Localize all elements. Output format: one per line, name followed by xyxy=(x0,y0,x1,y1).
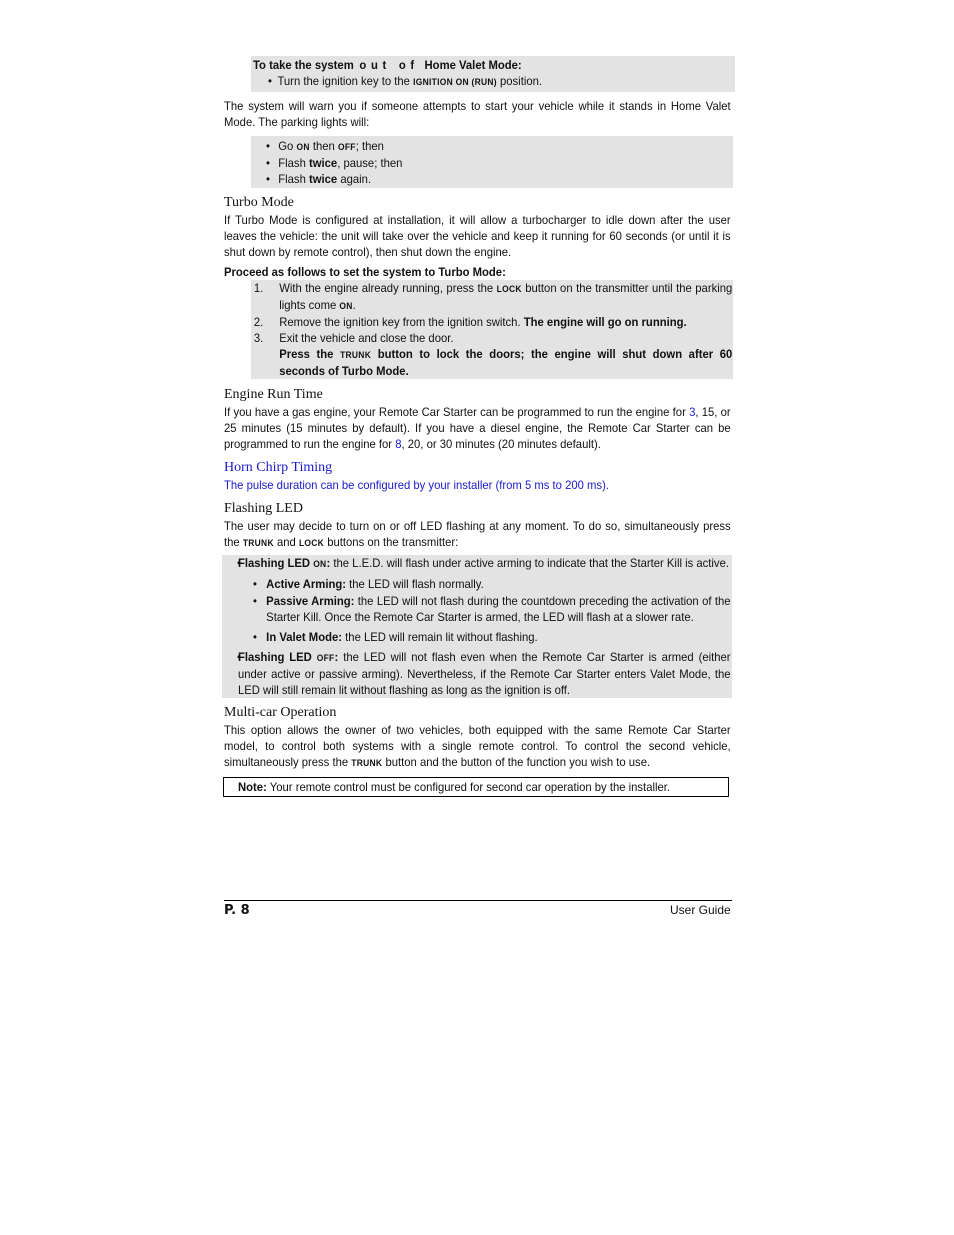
turbo-steps-box xyxy=(251,280,733,379)
list-item: • Flash twice, pause; then xyxy=(251,155,726,171)
warn-list xyxy=(251,138,726,187)
list-item: • Active Arming: the LED will flash normally. xyxy=(238,576,731,592)
valet-exit-title: To take the system out of Home Valet Mode: xyxy=(253,58,522,72)
flashing-list-box xyxy=(222,555,732,698)
page-content xyxy=(224,56,731,797)
horn-heading[interactable]: Horn Chirp Timing xyxy=(224,460,333,475)
list-item: Press the TRUNK button to lock the doors; the engine will shut down after 60 seconds of Turbo Mode. xyxy=(279,347,733,378)
multicar-heading: Multi-car Operation xyxy=(224,705,337,720)
note-text: Your remote control must be configured for second car operation by the installer. xyxy=(269,780,671,794)
turbo-steps xyxy=(251,280,732,379)
footer-title: User Guide xyxy=(670,903,731,917)
valet-exit-list xyxy=(253,73,728,90)
list-item: 2. Remove the ignition key from the ignition switch. The engine will go on running. xyxy=(253,315,687,329)
flashing-list xyxy=(222,555,731,698)
note-box xyxy=(223,777,729,797)
list-item: • Go ON then OFF; then xyxy=(251,138,726,155)
list-item: • Passive Arming: the LED will not flash during the countdown preceding the activation of the Starter Kill. Once the Remote Car Starter is armed, the LED will flash at a slower rate. xyxy=(238,593,731,625)
note-label: Note: xyxy=(238,780,267,794)
valet-exit-box xyxy=(251,56,735,92)
turbo-proceed: Proceed as follows to set the system to Turbo Mode: xyxy=(224,265,506,279)
flashing-sublist xyxy=(238,576,731,645)
warn-list-box xyxy=(251,136,733,188)
flashing-heading: Flashing LED xyxy=(224,501,303,516)
turbo-heading: Turbo Mode xyxy=(224,195,294,210)
list-item: • Flash twice again. xyxy=(251,171,726,187)
flashing-paragraph: The user may decide to turn on or off LED flashing at any moment. To do so, simultaneously press the TRUNK and LOCK buttons on the transmitter: xyxy=(224,519,731,549)
engine-run-link-8[interactable]: 8 xyxy=(395,437,402,451)
turbo-paragraph: If Turbo Mode is configured at installation, it will allow a turbocharger to idle down after the user leaves the vehicle: the unit will take over the vehicle and keep it running for 60 seconds (or until it is shut down by remote control), then shut down the engine. xyxy=(224,213,731,259)
multicar-paragraph: This option allows the owner of two vehicles, both equipped with the same Remote Car Starter model, to control both systems with a single remote control. To control the second vehicle, simultaneously press the TRUNK button and the button of the function you wish to use. xyxy=(224,723,731,769)
warn-paragraph: The system will warn you if someone attempts to start your vehicle while it stands in Home Valet Mode. The parking lights will: xyxy=(224,99,731,129)
list-item: • Flashing LED OFF: the LED will not flash even when the Remote Car Starter is armed (either under active or passive arming). Nevertheless, if the Remote Car Starter enters Valet Mode, the LED will still remain lit without flashing as long as the ignition is off. xyxy=(222,649,731,698)
footer-divider xyxy=(224,900,732,901)
list-item: 3. Exit the vehicle and close the door. xyxy=(253,331,454,345)
list-item: • Turn the ignition key to the IGNITION ON (RUN) position. xyxy=(253,73,728,90)
page-number: P. 8 xyxy=(224,903,250,918)
horn-paragraph[interactable]: The pulse duration can be configured by your installer (from 5 ms to 200 ms). xyxy=(224,478,609,492)
list-item: • Flashing LED ON: the L.E.D. will flash under active arming to indicate that the Starter Kill is active. • Active Arming: the LED will flash normally. • Passive Arming: the LED will not flash during the countdown preceding the activation of the Starter Kill. Once the Remote Car Starter is armed, the LED will flash at a slower rate. • In Valet Mode: the LED will remain lit without flashing. xyxy=(222,555,731,645)
engine-run-link-3[interactable]: 3 xyxy=(689,405,696,419)
engine-run-paragraph: If you have a gas engine, your Remote Car Starter can be programmed to run the engine for 3, 15, or 25 minutes (15 minutes by default). If you have a diesel engine, the Remote Car Starter can be programmed to run the engine for 8, 20, or 30 minutes (20 minutes default). xyxy=(224,405,731,451)
list-item: • In Valet Mode: the LED will remain lit without flashing. xyxy=(238,629,731,645)
list-item: 1. With the engine already running, press the LOCK button on the transmitter until the parking lights come ON. xyxy=(253,281,733,312)
engine-run-heading: Engine Run Time xyxy=(224,387,323,402)
